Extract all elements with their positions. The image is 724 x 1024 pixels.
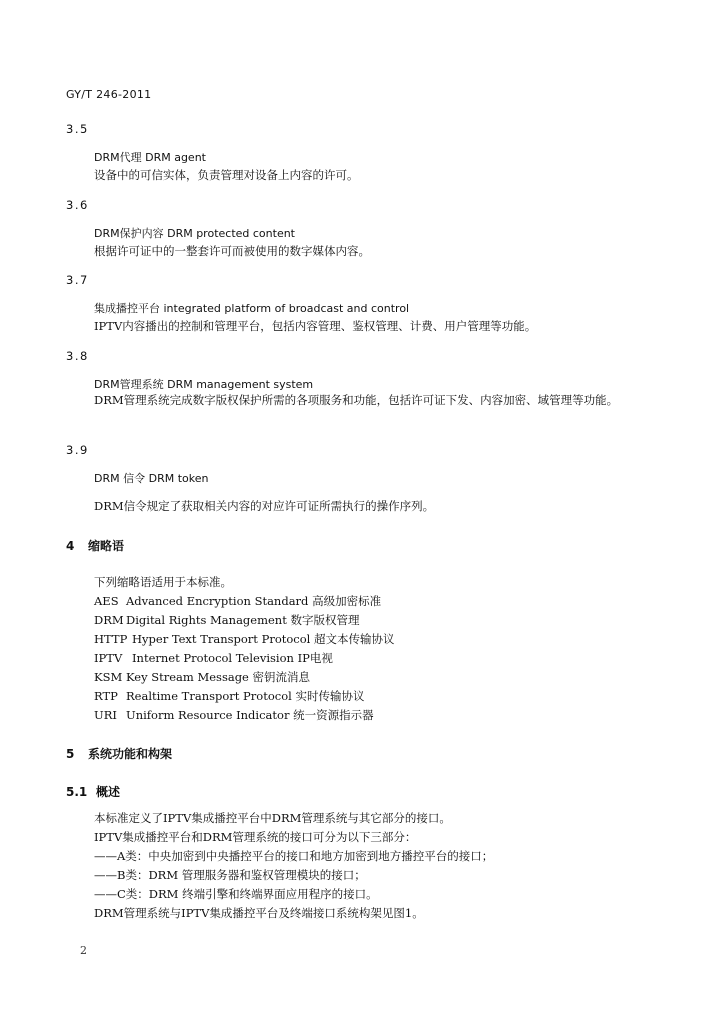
clause-number-3-6: 3.6 — [66, 198, 89, 212]
section-5-number: 5 — [66, 747, 75, 761]
subsection-5-1-heading — [66, 783, 120, 800]
abbreviation-item — [94, 631, 394, 647]
section-4-number: 4 — [66, 539, 75, 553]
abbreviation-item — [94, 688, 364, 704]
abbreviation-item — [94, 669, 310, 685]
overview-line: ——C类：DRM 终端引擎和终端界面应用程序的接口。 — [94, 887, 378, 901]
abbreviation-expansion: Digital Rights Management 数字版权管理 — [126, 613, 360, 627]
abbreviation-code: DRM — [94, 613, 124, 627]
section-4-title: 缩略语 — [88, 539, 125, 553]
abbreviation-item — [94, 707, 374, 723]
section-4-intro: 下列缩略语适用于本标准。 — [94, 575, 232, 589]
overview-line: DRM管理系统与IPTV集成播控平台及终端接口系统构架见图1。 — [94, 906, 424, 920]
clause-number-3-5: 3.5 — [66, 122, 89, 136]
term-3-5: DRM代理 DRM agent — [94, 151, 206, 164]
term-3-9: DRM 信令 DRM token — [94, 472, 209, 485]
abbreviation-item — [94, 650, 333, 666]
abbreviation-expansion: Uniform Resource Indicator 统一资源指示器 — [126, 708, 374, 722]
subsection-5-1-title: 概述 — [96, 785, 121, 799]
term-3-7: 集成播控平台 integrated platform of broadcast and control — [94, 302, 410, 315]
overview-line: 本标准定义了IPTV集成播控平台中DRM管理系统与其它部分的接口。 — [94, 811, 451, 825]
abbreviation-code: AES — [94, 594, 119, 608]
clause-number-3-9: 3.9 — [66, 443, 89, 457]
abbreviation-expansion: Internet Protocol Television IP电视 — [132, 651, 333, 665]
clause-number-3-7: 3.7 — [66, 273, 89, 287]
abbreviation-expansion: Key Stream Message 密钥流消息 — [126, 670, 311, 684]
definition-3-6: 根据许可证中的一整套许可而被使用的数字媒体内容。 — [94, 244, 370, 258]
abbreviation-code: IPTV — [94, 651, 123, 665]
standard-code-header: GY/T 246-2011 — [66, 88, 152, 101]
abbreviation-expansion: Realtime Transport Protocol 实时传输协议 — [126, 689, 365, 703]
abbreviation-code: HTTP — [94, 632, 128, 646]
section-5-heading — [66, 745, 172, 762]
abbreviation-item — [94, 593, 381, 609]
abbreviation-code: KSM — [94, 670, 123, 684]
abbreviation-expansion: Hyper Text Transport Protocol 超文本传输协议 — [132, 632, 395, 646]
section-5-title: 系统功能和构架 — [88, 747, 173, 761]
term-3-8: DRM管理系统 DRM management system — [94, 378, 314, 391]
abbreviation-expansion: Advanced Encryption Standard 高级加密标准 — [126, 594, 382, 608]
section-4-heading — [66, 537, 124, 554]
clause-number-3-8: 3.8 — [66, 349, 89, 363]
definition-3-9: DRM信令规定了获取相关内容的对应许可证所需执行的操作序列。 — [94, 499, 435, 513]
overview-line: IPTV集成播控平台和DRM管理系统的接口可分为以下三部分： — [94, 830, 417, 844]
abbreviation-code: RTP — [94, 689, 118, 703]
definition-3-8: DRM管理系统完成数字版权保护所需的各项服务和功能，包括许可证下发、内容加密、域管理等功能。 — [94, 393, 619, 407]
definition-3-5: 设备中的可信实体，负责管理对设备上内容的许可。 — [94, 168, 359, 182]
subsection-5-1-number: 5.1 — [66, 785, 88, 799]
abbreviation-item — [94, 612, 360, 628]
overview-line: ——A类：中央加密到中央播控平台的接口和地方加密到地方播控平台的接口； — [94, 849, 494, 863]
page-number: 2 — [80, 944, 87, 957]
abbreviation-code: URI — [94, 708, 117, 722]
term-3-6: DRM保护内容 DRM protected content — [94, 227, 295, 240]
overview-line: ——B类：DRM 管理服务器和鉴权管理模块的接口； — [94, 868, 366, 882]
definition-3-7: IPTV内容播出的控制和管理平台，包括内容管理、鉴权管理、计费、用户管理等功能。 — [94, 319, 537, 333]
